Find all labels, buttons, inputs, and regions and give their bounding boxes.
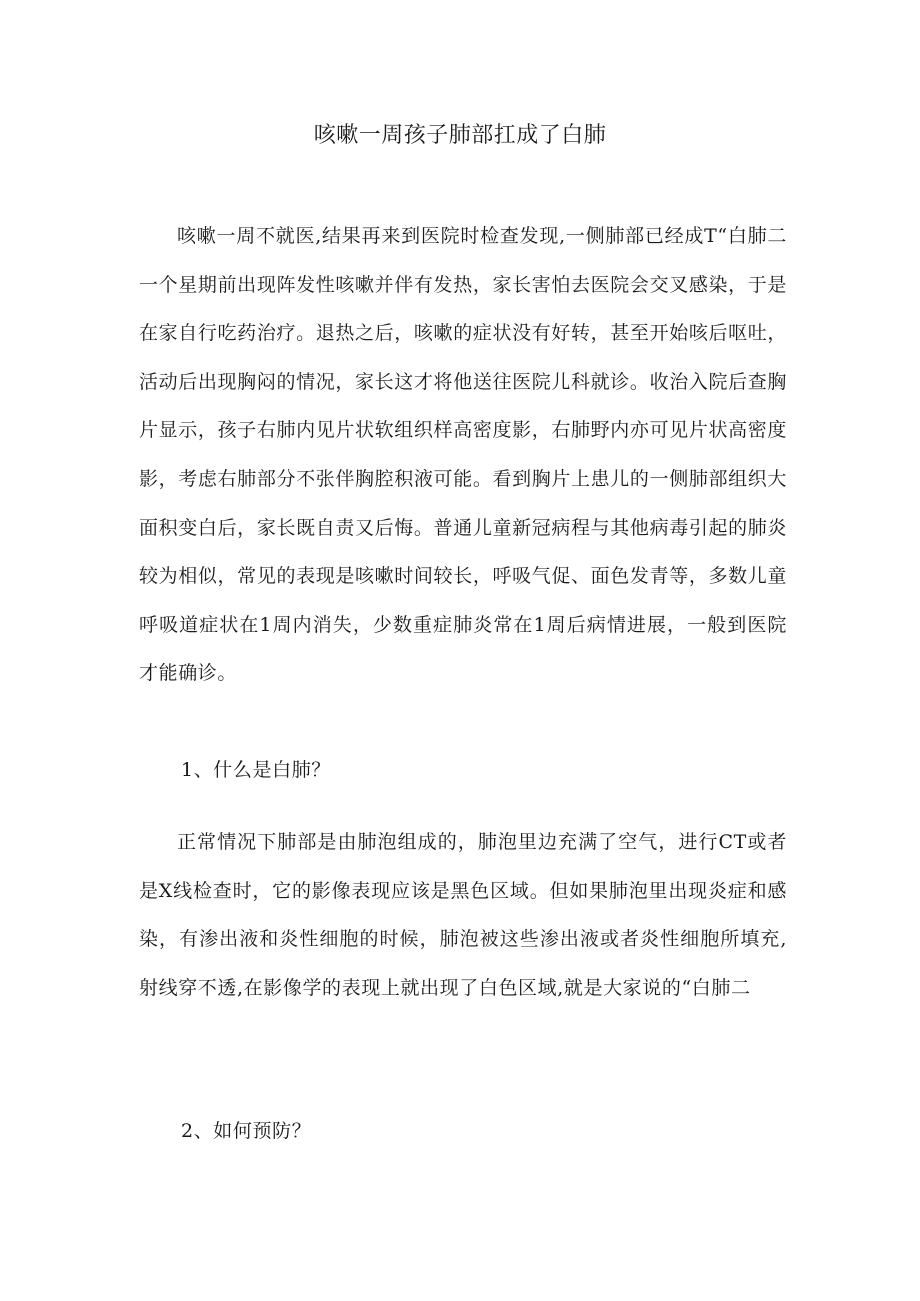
section-heading-what-is-white-lung: 1、什么是白肺？ bbox=[181, 759, 331, 781]
page-title: 咳嗽一周孩子肺部扛成了白肺 bbox=[313, 123, 607, 148]
paragraph-white-lung-explanation: 正常情况下肺部是由肺泡组成的，肺泡里边充满了空气，进行CT或者是X线检查时，它的影像表现应该是黑色区域。但如果肺泡里出现炎症和感染，有渗出液和炎性细胞的时候，肺泡被这些渗出液或者炎性细胞所填充,射线穿不透,在影像学的表现上就出现了白色区域,就是大家说的“白肺二 bbox=[139, 831, 787, 999]
section-heading-prevention: 2、如何预防？ bbox=[181, 1120, 312, 1142]
paragraph-intro: 咳嗽一周不就医,结果再来到医院时检查发现,一侧肺部已经成T“白肺二一个星期前出现阵发性咳嗽并伴有发热，家长害怕去医院会交叉感染，于是在家自行吃药治疗。退热之后，咳嗽的症状没有好转，甚至开始咳后呕吐，活动后出现胸闷的情况，家长这才将他送往医院儿科就诊。收治入院后查胸片显示，孩子右肺内见片状软组织样高密度影，右肺野内亦可见片状高密度影，考虑右肺部分不张伴胸腔积液可能。看到胸片上患儿的一侧肺部组织大面积变白后，家长既自责又后悔。普通儿童新冠病程与其他病毒引起的肺炎较为相似，常见的表现是咳嗽时间较长，呼吸气促、面色发青等，多数儿童呼吸道症状在1周内消失，少数重症肺炎常在1周后病情进展，一般到医院才能确诊。 bbox=[139, 225, 787, 685]
